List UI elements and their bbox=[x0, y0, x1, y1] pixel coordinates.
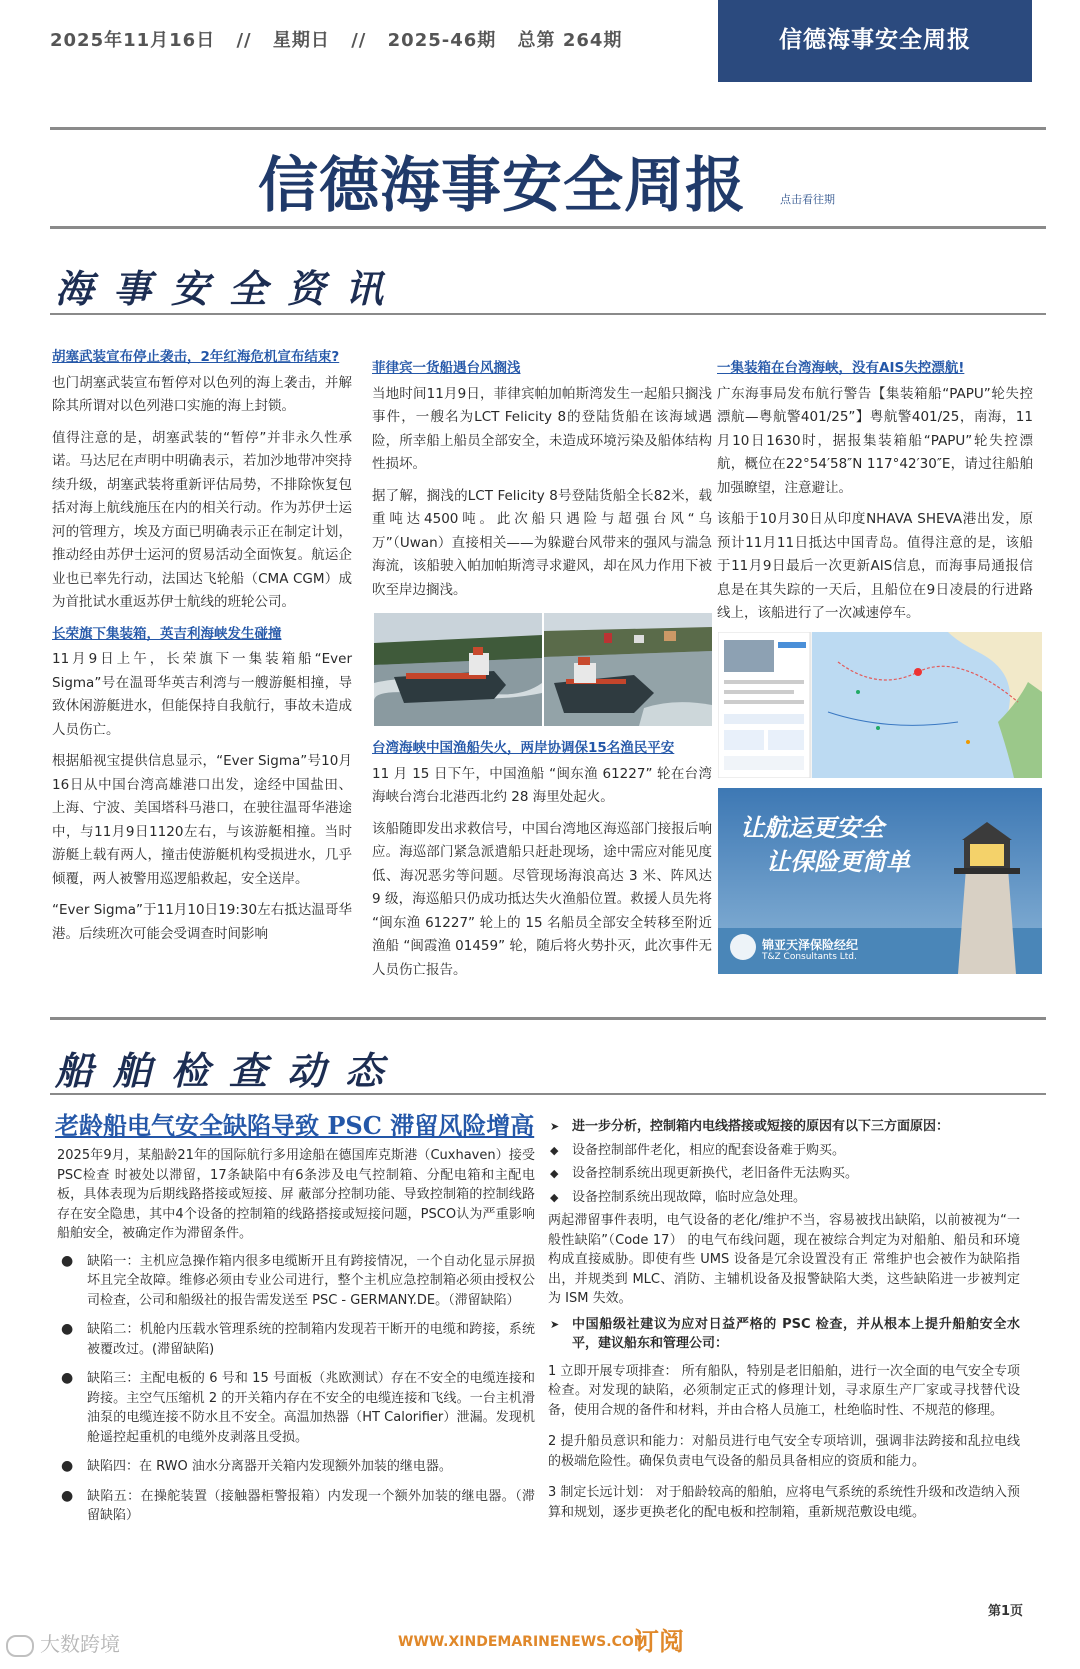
separator: // bbox=[351, 30, 367, 51]
watermark-icon bbox=[6, 1635, 34, 1657]
article-intro: 2025年9月，某船龄21年的国际航行多用途船在德国库克斯港（Cuxhaven）接受PSC检查 时被处以滞留，17条缺陷中有6条涉及电气控制箱、分配电箱和主配电板，具体表现为后期线路搭接或短接、屏 蔽部分控制功能、导致控制箱的控制线路存在安全隐患，其中4个设备的控制箱的线路搭接或短接问题，PSCO认为严重影响船舶安全，被确定作为滞留条件。 bbox=[57, 1148, 535, 1241]
paragraph: 也门胡塞武装宣布暂停对以色列的海上袭击，并解除其所谓对以色列港口实施的海上封锁。 bbox=[52, 374, 352, 414]
defect-item: ● 缺陷二：机舱内压载水管理系统的控制箱内发现若干断开的电缆和跨接，系统被覆改过。(滞留缺陷) bbox=[61, 1321, 535, 1357]
news-column-3 bbox=[717, 357, 1033, 634]
bullet-icon: ● bbox=[61, 1458, 74, 1474]
past-issues-link[interactable]: 点击看往期 bbox=[780, 193, 835, 206]
divider bbox=[50, 313, 1046, 315]
paragraph: 据了解，搁浅的LCT Felicity 8号登陆货船全长82米，载重吨达4500吨。此次船只遇险与超强台风“乌万”（Uwan）直接相关——为躲避台风带来的强风与湍急海流，该船驶入帕加帕斯湾寻求避风，却在风力作用下被吹至岸边搁浅。 bbox=[372, 487, 712, 598]
paragraph: 值得注意的是，胡塞武装的“暂停”并非永久性承诺。马达尼在声明中明确表示，若加沙地带冲突持续升级，胡塞武装将重新评估局势，不排除恢复包括对海上航线施压在内的相关行动。作为苏伊士运河的管理方，埃及方面已明确表示正在制定计划，推动经由苏伊士运河的贸易活动全面恢复。航运企业也已率先行动，法国达飞轮船（CMA CGM）成为首批试水重返苏伊士航线的班轮公司。 bbox=[52, 429, 352, 610]
insurance-advertisement[interactable] bbox=[718, 788, 1042, 974]
footer-website-link[interactable]: WWW.XINDEMARINENEWS.COM bbox=[398, 1634, 648, 1650]
headline-papu-drift[interactable]: 一集装箱在台湾海峡，没有AIS失控漂航! bbox=[717, 360, 965, 376]
divider bbox=[50, 226, 1046, 229]
paragraph: 该船随即发出求救信号，中国台湾地区海巡部门接报后响应。海巡部门紧急派遣船只赶赴现场，途中需应对能见度低、海况恶劣等问题。尽管现场海浪高达 3 米、阵风达 9 级，海巡船只仍成功抵达失火渔船位置。救援人员先将 “闽东渔 61227” 轮上的 15 名船员全部安全转移至附近渔船 “闽霞渔 01459” 轮，随后将火势扑灭，此次事件无人员伤亡报告。 bbox=[372, 820, 712, 978]
ad-slogan-2: 让保险更简单 bbox=[766, 848, 910, 876]
diamond-icon: ◆ bbox=[550, 1143, 559, 1157]
advice-heading-list bbox=[548, 1315, 1020, 1354]
paragraph: 广东海事局发布航行警告【集装箱船“PAPU”轮失控漂航—粤航警401/25”】粤航警401/25，南海，11月10日1630时，据报集装箱船“PAPU”轮失控漂航，概位在22°54′58″N 117°42′30″E，请过往船舶加强瞭望，注意避让。 bbox=[717, 385, 1033, 496]
diamond-icon: ◆ bbox=[550, 1167, 559, 1180]
ad-slogan-1: 让航运更安全 bbox=[740, 814, 884, 842]
headline-ever-sigma[interactable]: 长荣旗下集装箱，英吉利海峡发生碰撞 bbox=[52, 625, 282, 642]
watermark: 大数跨境 bbox=[6, 1628, 120, 1657]
cause-item: ◆ 设备控制部件老化，相应的配套设备难于购买。 bbox=[548, 1141, 1020, 1161]
brand-box: 信德海事安全周报 bbox=[718, 0, 1032, 82]
bullet-icon: ● bbox=[61, 1321, 74, 1337]
paragraph: 当地时间11月9日，菲律宾帕加帕斯湾发生一起船只搁浅事件，一艘名为LCT Felicity 8的登陆货船在该海域遇险，所幸船上船员全部安全，未造成环境污染及船体结构性损坏。 bbox=[372, 385, 712, 472]
bullet-icon: ● bbox=[61, 1252, 74, 1269]
paragraph: “Ever Sigma”于11月10日19:30左右抵达温哥华港。后续班次可能会受调查时间影响 bbox=[52, 902, 352, 942]
paragraph: 11 月 15 日下午，中国渔船 “闽东渔 61227” 轮在台湾海峡台湾台北港西北约 28 海里处起火。 bbox=[372, 765, 712, 805]
defect-item: ● 缺陷一：主机应急操作箱内很多电缆断开且有跨接情况，一个自动化显示屏损坏且完全故障。维修必须由专业公司进行，整个主机应急控制箱必须由授权公司检查，公司和船级社的报告需发送至 PSC - GERMANY.DE。（滞留缺陷） bbox=[61, 1252, 535, 1308]
grounded-ship-photo-right bbox=[544, 613, 712, 726]
divider bbox=[50, 127, 1046, 130]
subscribe-link[interactable]: 订阅 bbox=[634, 1627, 685, 1656]
defect-list bbox=[57, 1252, 535, 1526]
headline-taiwan-strait-fire[interactable]: 台湾海峡中国渔船失火，两岸协调保15名渔民平安 bbox=[372, 740, 675, 756]
arrow-icon: ➤ bbox=[550, 1317, 560, 1331]
advice-heading: ➤ 中国船级社建议为应对日益严格的 PSC 检查，并从根本上提升船舶安全水平，建议船东和管理公司： bbox=[550, 1316, 1020, 1351]
advice-item: 2 提升船员意识和能力：对船员进行电气安全专项培训，强调非法跨接和乱拉电线的极端危险性。确保负责电气设备的船员具备相应的资质和能力。 bbox=[548, 1434, 1020, 1469]
masthead-title: 信德海事安全周报 bbox=[258, 151, 746, 221]
bullet-icon: ● bbox=[61, 1487, 74, 1504]
headline-philippines[interactable]: 菲律宾一货船遇台风搁浅 bbox=[372, 360, 521, 376]
article-title-psc[interactable]: 老龄船电气安全缺陷导致 PSC 滞留风险增高 bbox=[55, 1111, 535, 1140]
headline-houthi[interactable]: 胡塞武装宣布停止袭击，2年红海危机宣布结束? bbox=[52, 349, 340, 365]
issue-total: 总第 264期 bbox=[517, 30, 623, 51]
section-title-inspection: 船舶检查动态 bbox=[55, 1049, 404, 1093]
advice-item: 3 制定长远计划： 对于船龄较高的船舶，应将电气系统的系统性升级和改造纳入预算和规划，逐步更换老化的配电板和控制箱，重新规范敷设电缆。 bbox=[548, 1485, 1020, 1520]
news-column-2b bbox=[372, 737, 712, 990]
diamond-icon: ◆ bbox=[550, 1190, 559, 1204]
defect-item: ● 缺陷五：在操舵装置（接触器柜警报箱）内发现一个额外加装的继电器。（滞留缺陷） bbox=[61, 1487, 535, 1523]
cause-item: ◆ 设备控制系统出现故障，临时应急处理。 bbox=[548, 1188, 1020, 1208]
ais-map-screenshot bbox=[718, 632, 1042, 778]
issue-info-bar bbox=[50, 26, 636, 52]
analysis-list bbox=[548, 1117, 1020, 1207]
divider bbox=[50, 1093, 1046, 1095]
analysis-heading: ➤ 进一步分析，控制箱内电线搭接或短接的原因有以下三方面原因： bbox=[548, 1117, 1020, 1137]
article-left-column bbox=[57, 1146, 535, 1536]
paragraph: 11月9日上午，长荣旗下一集装箱船“Ever Sigma”号在温哥华英吉利湾与一艘游艇相撞，导致休闲游艇进水，但能保持自我航行，事故未造成人员伤亡。 bbox=[52, 651, 352, 738]
divider bbox=[50, 1017, 1046, 1020]
separator: // bbox=[236, 30, 252, 51]
ad-company-cn: 锦亚天泽保险经纪 bbox=[762, 938, 859, 952]
cause-item: ◆ 设备控制系统出现更新换代，老旧备件无法购买。 bbox=[548, 1164, 1020, 1184]
ad-company-en: T&Z Consultants Ltd. bbox=[762, 952, 857, 962]
issue-number: 2025-46期 bbox=[387, 30, 497, 51]
paragraph: 该船于10月30日从印度NHAVA SHEVA港出发，原预计11月11日抵达中国青岛。值得注意的是，该船于11月9日最后一次更新AIS信息，而海事局通报信息是在其失踪的一天后，且船位在9日凌晨的行进路线上，该船进行了一次减速停车。 bbox=[717, 511, 1033, 621]
page-number: 第1页 bbox=[988, 1604, 1024, 1619]
advice-item: 1 立即开展专项排查： 所有船队，特别是老旧船舶，进行一次全面的电气安全专项检查。对发现的缺陷，必须制定正式的修理计划，寻求原生产厂家或寻找替代设备，使用合规的备件和材料，并由合格人员施工，杜绝临时性、不规范的修理。 bbox=[548, 1363, 1020, 1418]
news-column-1 bbox=[52, 346, 352, 954]
bullet-icon: ● bbox=[61, 1370, 74, 1386]
defect-item: ● 缺陷四：在 RWO 油水分离器开关箱内发现额外加装的继电器。 bbox=[57, 1457, 535, 1477]
article-right-column bbox=[548, 1117, 1020, 1528]
paragraph: 根据船视宝提供信息显示，“Ever Sigma”号10月16日从中国台湾高雄港口出发，途经中国盐田、上海、宁波、美国塔科马港口，在驶往温哥华港途中，与11月9日1120左右，与该游艇相撞。当时游艇上载有两人，撞击使游艇机构受损进水，几乎倾覆，两人被警用巡逻船救起，安全送岸。 bbox=[52, 753, 352, 887]
news-column-2 bbox=[372, 357, 712, 610]
grounded-ship-photo-left bbox=[374, 613, 542, 726]
summary-paragraph: 两起滞留事件表明，电气设备的老化/维护不当，容易被找出缺陷，以前被视为“一般性缺陷”（Code 17） 的电气布线问题，现在被综合判定为对船舶、船员和环境构成直接威胁。即使有些 UMS 设备是冗余设置没有正 常维护也会被作为缺陷指出，并规类到 MLC、消防、主辅机设备及报警缺陷大类，这些缺陷进一步被判定为 ISM 失效。 bbox=[548, 1213, 1020, 1306]
issue-date: 2025年11月16日 bbox=[50, 30, 216, 51]
defect-item: ● 缺陷三：主配电板的 6 号和 15 号面板（兆欧测试）存在不安全的电缆连接和跨接。主空气压缩机 2 的开关箱内存在不安全的电缆连接和飞线。一台主机滑油泵的电缆连接不防水且不安全。高温加热器（HT Calorifier）泄漏。发现机舱遥控起重机的电缆外皮剥落且受损。 bbox=[61, 1370, 535, 1445]
arrow-icon: ➤ bbox=[550, 1120, 560, 1133]
issue-weekday: 星期日 bbox=[272, 30, 330, 51]
section-title-news: 海事安全资讯 bbox=[55, 267, 404, 311]
